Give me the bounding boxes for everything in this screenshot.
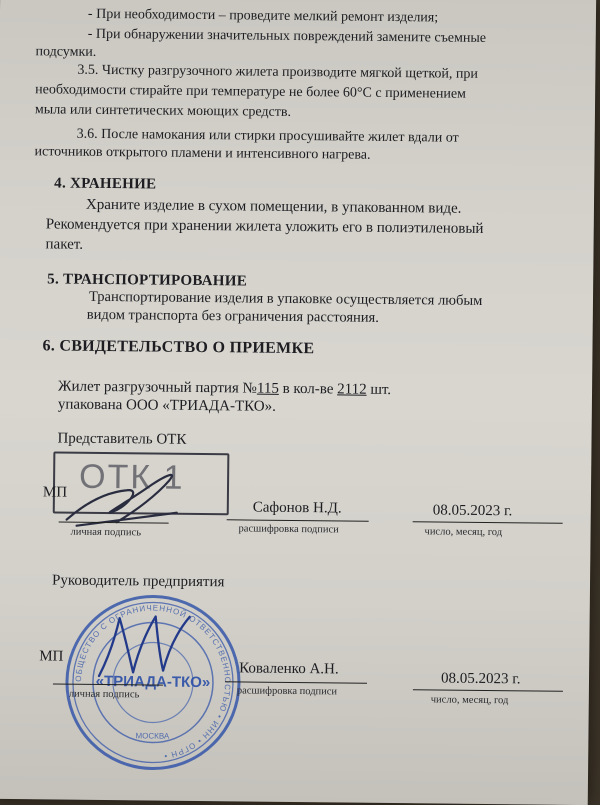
text-line: мыла или синтетических моющих средств. (34, 102, 292, 120)
text-line: необходимости стирайте при температуре не более 60°С с применением (35, 82, 467, 102)
director-date: 08.05.2023 г. (440, 670, 521, 688)
director-name: Коваленко А.Н. (239, 660, 339, 678)
text-line: пакет. (45, 236, 84, 253)
acceptance-mid: в кол-ве (278, 380, 338, 398)
acceptance-suffix: шт. (366, 381, 392, 398)
text-line: Транспортирование изделия в упаковке осуществляется любым (88, 288, 483, 309)
text-line: 3.6. После намокания или стирки просушивайте жилет вдали от (76, 126, 459, 146)
text-line: видом транспорта без ограничения расстояния. (86, 306, 379, 326)
otk-name: Сафонов Н.Д. (252, 499, 342, 517)
director-name-line (225, 681, 367, 683)
section-4-title: 4. ХРАНЕНИЕ (54, 175, 157, 193)
quantity: 2112 (337, 381, 367, 398)
otk-name-line (227, 519, 369, 521)
svg-text:«ТРИАДА-ТКО»: «ТРИАДА-ТКО» (95, 672, 211, 692)
otk-caption-date: число, месяц, год (424, 526, 503, 539)
text-line: подсумки. (35, 44, 97, 60)
text-line: источников открытого пламени и интенсивного нагрева. (34, 144, 371, 163)
text-line: - При обнаружении значительных повреждений замените съемные (87, 26, 487, 46)
text-line: 3.5. Чистку разгрузочного жилета производите мягкой щеткой, при (77, 62, 479, 82)
otk-caption-sign: личная подпись (70, 526, 142, 539)
otk-stamp-text: ОТК 1 (78, 457, 185, 497)
otk-mp: МП (42, 484, 68, 501)
section-6-title: 6. СВИДЕТЕЛЬСТВО О ПРИЕМКЕ (42, 337, 315, 358)
otk-date: 08.05.2023 г. (432, 502, 513, 520)
director-signature-ink (89, 606, 210, 687)
director-caption-date: число, месяц, год (430, 694, 509, 707)
text-line: Храните изделие в сухом помещении, в упакованном виде. (85, 196, 462, 217)
svg-text:ОБЩЕСТВО С ОГРАНИЧЕННОЙ ОТВЕТС: ОБЩЕСТВО С ОГРАНИЧЕННОЙ ОТВЕТСТВЕННОСТЬЮ • ИНН • ОГРН • (73, 603, 233, 761)
otk-title: Представитель ОТК (57, 430, 187, 448)
svg-text:МОСКВА: МОСКВА (135, 731, 170, 741)
section-5-title: 5. ТРАНСПОРТИРОВАНИЕ (47, 271, 248, 290)
director-title: Руководитель предприятия (51, 572, 225, 591)
director-mp: МП (39, 648, 64, 665)
batch-number: 115 (256, 380, 279, 397)
director-date-line (413, 689, 563, 692)
otk-caption-name: расшифровка подписи (238, 523, 339, 536)
director-caption-name: расшифровка подписи (236, 685, 338, 698)
director-caption-sign: личная подпись (68, 688, 140, 701)
otk-date-line (413, 521, 563, 524)
text-line: - При необходимости – проведите мелкий ремонт изделия; (87, 6, 439, 26)
acceptance-line-2: упакована ООО «ТРИАДА-ТКО». (57, 396, 276, 415)
acceptance-prefix: Жилет разгрузочный партия № (57, 378, 258, 397)
text-line: Рекомендуется при хранении жилета уложить его в полиэтиленовый (45, 216, 484, 237)
